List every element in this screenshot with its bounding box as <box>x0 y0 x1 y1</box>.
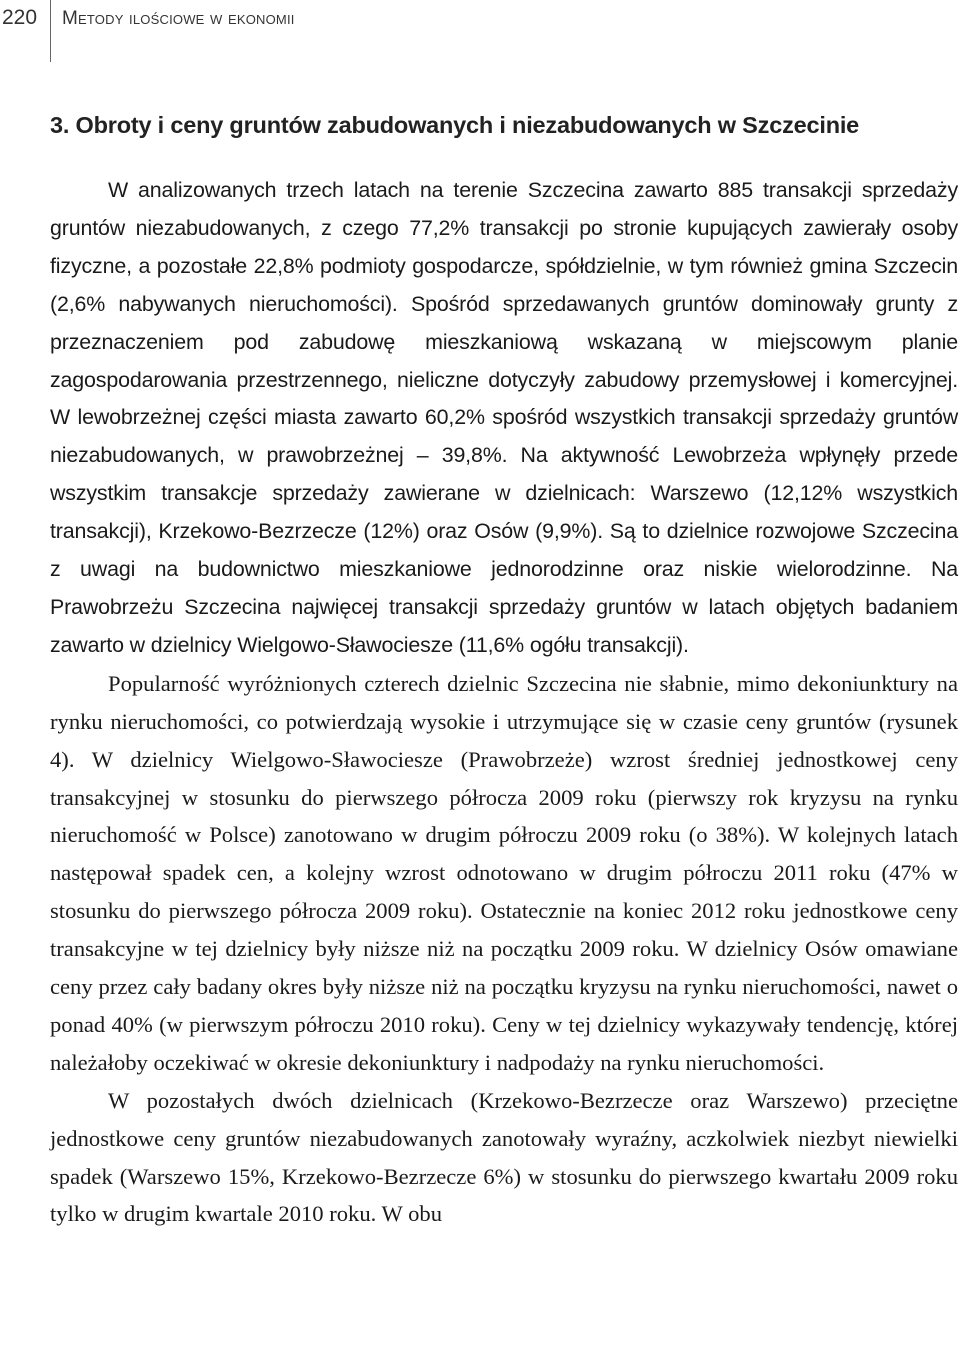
paragraph-3: W pozostałych dwóch dzielnicach (Krzekowo-Bezrzecze oraz Warszewo) przeciętne jednostkowe ceny gruntów niezabudowanych zanotowały wyraźny, aczkolwiek niezbyt niewielki spadek (Warszewo 15%, Krzekowo-Bezrzecze 6%) w stosunku do pierwszego kwartału 2009 roku tylko w drugim kwartale 2010 roku. W obu <box>50 1087 958 1227</box>
header-divider <box>50 0 51 62</box>
paragraph-2: Popularność wyróżnionych czterech dzielnic Szczecina nie słabnie, mimo dekoniunktury na rynku nieruchomości, co potwierdzają wysokie i utrzymujące się w czasie ceny gruntów (rysunek 4). W dzielnicy Wielgowo-Sławociesze (Prawobrzeże) wzrost średniej jednostkowej ceny transakcyjnej w stosunku do pierwszego półrocza 2009 roku (pierwszy rok kryzysu na rynku nieruchomość w Polsce) zanotowano w drugim półroczu 2009 roku (o 38%). W kolejnych latach następował spadek cen, a kolejny wzrost odnotowano w drugim półroczu 2011 roku (47% w stosunku do pierwszego półrocza 2009 roku). Ostatecznie na koniec 2012 roku jednostkowe ceny transakcyjne w tej dzielnicy były niższe niż na początku 2009 roku. W dzielnicy Osów omawiane ceny przez cały badany okres były niższe niż na początku kryzysu na rynku nieruchomości, nawet o ponad 40% (w pierwszym półroczu 2010 roku). Ceny w tej dzielnicy wykazywały tendencję, której należałoby oczekiwać w okresie dekoniunktury i nadpodaży na rynku nieruchomości. <box>50 670 958 1075</box>
running-title: Metody ilościowe w ekonomii <box>62 8 295 29</box>
paragraph-1: W analizowanych trzech latach na terenie Szczecina zawarto 885 transakcji sprzedaży gruntów niezabudowanych, z czego 77,2% transakcji po stronie kupujących zawierały osoby fizyczne, a pozostałe 22,8% podmioty gospodarcze, spółdzielnie, w tym również gmina Szczecin (2,6% nabywanych nieruchomości). Spośród sprzedawanych gruntów dominowały grunty z przeznaczeniem pod zabudowę mieszkaniową wskazaną w miejscowym planie zagospodarowania przestrzennego, nieliczne dotyczyły zabudowy przemysłowej i komercyjnej. W lewobrzeżnej części miasta zawarto 60,2% spośród wszystkich transakcji sprzedaży gruntów niezabudowanych, w prawobrzeżnej – 39,8%. Na aktywność Lewobrzeża wpłynęły przede wszystkim transakcje sprzedaży zawierane w dzielnicach: Warszewo (12,12% wszystkich transakcji), Krzekowo-Bezrzecze (12%) oraz Osów (9,9%). Są to dzielnice rozwojowe Szczecina z uwagi na budownictwo mieszkaniowe jednorodzinne oraz niskie wielorodzinne. Na Prawobrzeżu Szczecina najwięcej transakcji sprzedaży gruntów w latach objętych badaniem zawarto w dzielnicy Wielgowo-Sławociesze (11,6% ogółu transakcji). <box>50 178 958 657</box>
running-head <box>0 0 960 62</box>
section-heading: 3. Obroty i ceny gruntów zabudowanych i niezabudowanych w Szczecinie <box>50 112 860 138</box>
page-number: 220 <box>2 6 38 29</box>
body-text <box>50 172 958 1233</box>
